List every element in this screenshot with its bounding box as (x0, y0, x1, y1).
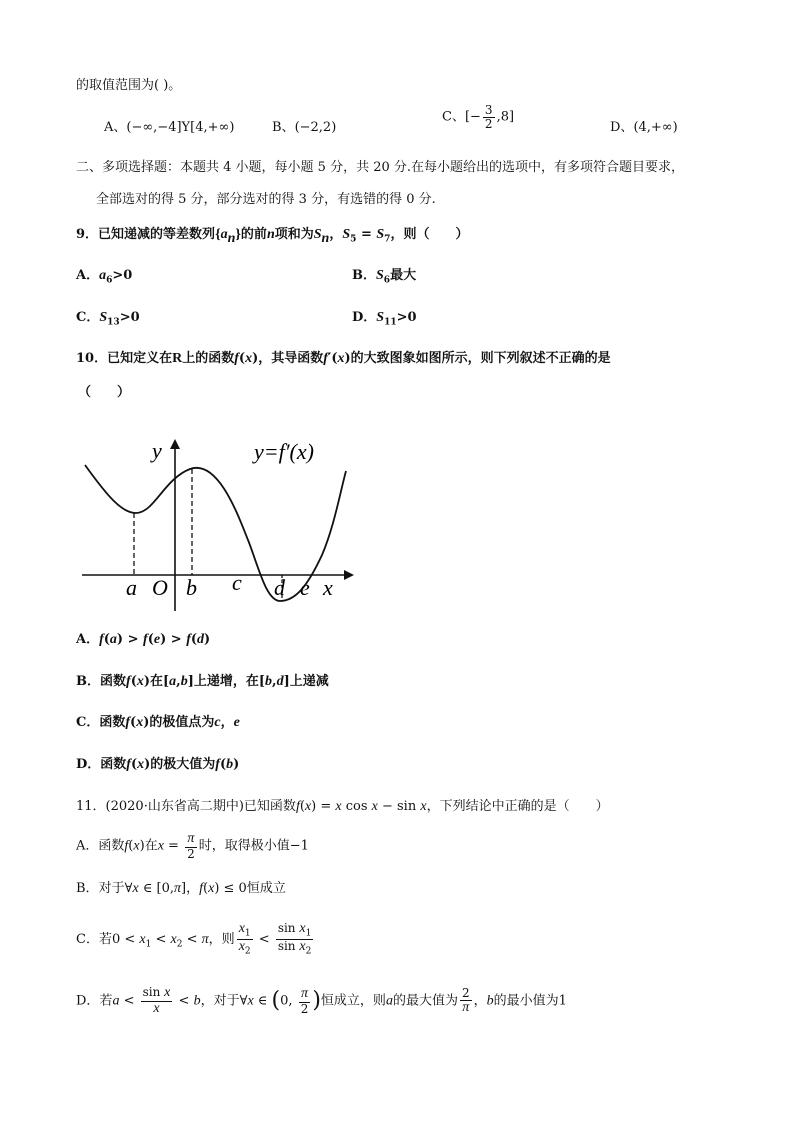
y-axis-label: y (152, 438, 162, 463)
q9-option-b: B．$S_6$最大 (352, 268, 417, 286)
q11-option-c: C．若$0 < x_1 < x_2 < \pi$，则 $\frac{x_1}{x_2}$ < $\frac{\sin x_1}{\sin x_2}$ (76, 921, 312, 957)
q8-option-b: B、(−2,2) (272, 120, 337, 135)
x-axis-arrow (344, 570, 354, 580)
y-axis-arrow (170, 439, 180, 449)
q10-derivative-graph (78, 435, 368, 615)
section-2-line2: 全部选对的得 5 分，部分选对的得 3 分，有选错的得 0 分. (96, 192, 436, 207)
q8-option-a: A、(−∞,−4]Y[4,+∞) (104, 120, 235, 135)
point-a: a (126, 575, 137, 600)
section-2-line1: 二、多项选择题：本题共 4 小题，每小题 5 分，共 20 分.在每小题给出的选项中，有多项符合题目要求， (76, 160, 685, 175)
q10-paren: （ ） (78, 385, 131, 400)
q10-option-d: D．函数f(x)的极大值为f(b) (76, 757, 240, 772)
point-c: c (232, 570, 242, 595)
q11-option-b: B．对于∀x ∈ [0,π]，f(x) ≤ 0恒成立 (76, 881, 286, 896)
point-O: O (152, 575, 168, 600)
x-axis-label: x (323, 575, 333, 600)
q9-option-d: D．$S_{11}>0$ (352, 310, 417, 328)
point-e: e (300, 575, 310, 600)
q11-option-d: D．若a < $\frac{\text{sin x}}{x}$ < b，对于∀x ∈ (0, $\frac{\pi}{2}$ )恒成立，则a的最大值为 $\frac{2}{\pi}$ ，b的最小值为1 (76, 985, 567, 1016)
q8-option-d: D、(4,+∞) (610, 120, 678, 135)
q8-stem-tail: 的取值范围为( )。 (76, 78, 182, 93)
q10-option-b: B．函数f(x)在[a,b]上递增，在[b,d]上递减 (76, 674, 329, 689)
q9-option-a: A．$a_6>0$ (76, 268, 133, 286)
point-b: b (186, 575, 197, 600)
q9-stem: 9．已知递减的等差数列$\{a_n\}$的前n项和为$S_n$，$S_5 = S_7$，则（ ） (76, 227, 469, 246)
curve-label: y=f′(x) (254, 439, 314, 464)
q10-option-a: A．f(a) > f(e) > f(d) (76, 632, 211, 647)
q10-option-c: C．函数f(x)的极值点为c，e (76, 715, 240, 730)
q8-option-c: C、[− $\frac{3}{2}$ ,8] (442, 103, 515, 131)
point-d: d (274, 575, 285, 600)
q11-option-a: A．函数f(x)在x = $\frac{\pi}{2}$ 时，取得极小值−1 (76, 831, 309, 861)
q9-option-c: C．$S_{13}>0$ (76, 310, 140, 328)
q10-stem: 10．已知定义在R上的函数f(x)，其导函数f′(x)的大致图象如图所示，则下列叙述不正确的是 (76, 351, 611, 366)
q11-stem: 11．(2020·山东省高二期中)已知函数f(x) = x cos x − sin x，下列结论中正确的是（ ） (76, 799, 609, 814)
